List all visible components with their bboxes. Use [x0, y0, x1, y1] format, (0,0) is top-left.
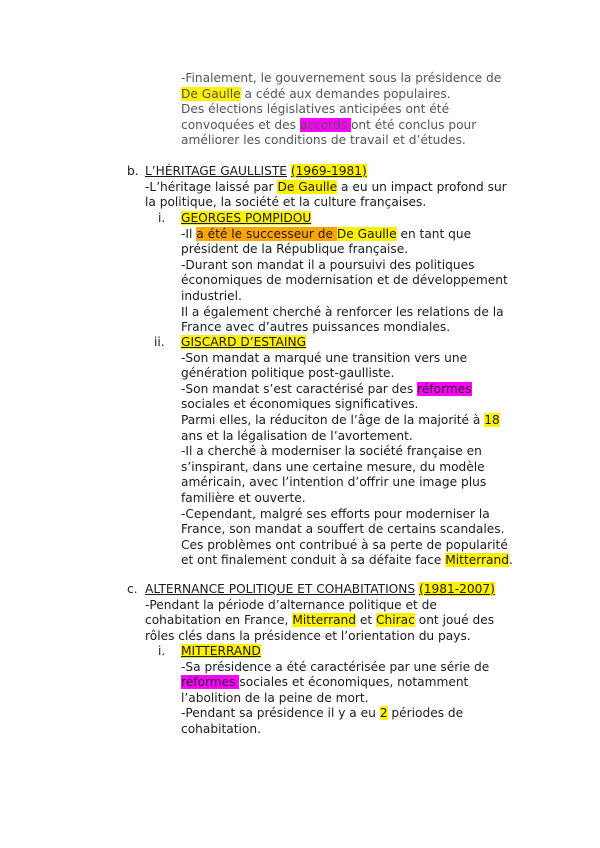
- section-b-ii-marker: ii.: [154, 335, 165, 349]
- giscard-line-14: [181, 553, 513, 569]
- intro-line-4: [181, 118, 501, 134]
- mitterrand-line-4-post: périodes de: [387, 706, 464, 721]
- pompidou-line-6: Il a également cherché à renforcer les relations de la: [181, 304, 504, 319]
- highlight-successeur: a été le successeur de: [196, 226, 337, 241]
- intro-line-5: améliorer les conditions de travail et d’études.: [181, 133, 466, 148]
- section-c-i: [181, 644, 489, 738]
- section-c-line-3: rôles clés dans la présidence et l’orientation du pays.: [145, 628, 471, 643]
- highlight-chirac: Chirac: [376, 613, 415, 628]
- section-c-title: ALTERNANCE POLITIQUE ET COHABITATIONS: [145, 582, 416, 596]
- section-b-ii-heading: [181, 335, 513, 351]
- intro-paragraph: [181, 71, 501, 149]
- giscard-line-3-pre: -Son mandat s’est caractérisé par des: [181, 381, 418, 396]
- section-c-line-2: [145, 613, 495, 629]
- intro-line-2-text: a cédé aux demandes populaires.: [240, 86, 451, 101]
- mitterrand-line-2: [181, 675, 489, 691]
- pompidou-line-2: président de la République française.: [181, 242, 409, 257]
- pompidou-line-1: [181, 227, 508, 243]
- mitterrand-line-4-pre: -Pendant sa présidence il y a eu: [181, 706, 380, 721]
- pompidou-line-1-pre: -Il: [181, 226, 197, 241]
- section-b-line-1-post: a eu un impact profond sur: [337, 179, 507, 194]
- intro-line-3: Des élections législatives anticipées ont été: [181, 102, 450, 117]
- giscard-line-8: s’inspirant, dans une certaine mesure, du modèle: [181, 459, 485, 474]
- giscard-line-1: -Son mandat a marqué une transition vers une: [181, 350, 468, 365]
- section-b-ii-title: GISCARD D’ESTAING: [181, 335, 307, 349]
- section-c: [145, 582, 495, 644]
- pompidou-line-3: -Durant son mandat il a poursuivi des politiques: [181, 257, 475, 272]
- section-b-i-title: GEORGES POMPIDOU: [181, 211, 312, 225]
- giscard-line-2: génération politique post-gaulliste.: [181, 366, 395, 381]
- pompidou-line-1-post: en tant que: [396, 226, 472, 241]
- section-c-marker: c.: [127, 582, 138, 596]
- pompidou-line-5: industriel.: [181, 288, 242, 303]
- section-b-line-1: [145, 180, 507, 196]
- highlight-accords: accords: [299, 117, 351, 132]
- mitterrand-line-4: [181, 706, 489, 722]
- giscard-line-12: France, son mandat a souffert de certains scandales.: [181, 522, 505, 537]
- highlight-de-gaulle: De Gaulle: [277, 179, 338, 194]
- section-b-dates: (1969-1981): [290, 164, 367, 178]
- pompidou-line-7: France avec d’autres puissances mondiales.: [181, 320, 451, 335]
- mitterrand-line-3: l’abolition de la peine de mort.: [181, 690, 369, 705]
- section-b-i: [181, 211, 508, 336]
- section-b-i-heading: [181, 211, 508, 227]
- giscard-line-14-pre: et ont finalement conduit à sa défaite face: [181, 553, 446, 568]
- highlight-de-gaulle: De Gaulle: [336, 226, 397, 241]
- section-b: [145, 164, 507, 211]
- section-b-heading: [145, 164, 507, 180]
- intro-line-1: -Finalement, le gouvernement sous la présidence de: [181, 71, 502, 85]
- giscard-line-6: ans et la légalisation de l’avortement.: [181, 428, 413, 443]
- section-b-ii: [181, 335, 513, 569]
- intro-line-2: [181, 87, 501, 103]
- giscard-line-5: [181, 413, 513, 429]
- highlight-18: 18: [484, 412, 500, 427]
- giscard-line-5-pre: Parmi elles, la réduciton de l’âge de la majorité à: [181, 412, 485, 427]
- section-c-i-title: MITTERRAND: [181, 644, 261, 658]
- section-c-i-marker: i.: [158, 644, 166, 658]
- giscard-line-14-post: .: [508, 553, 513, 568]
- giscard-line-10: familière et ouverte.: [181, 490, 306, 505]
- section-c-line-2-mid: et: [356, 613, 377, 628]
- section-c-i-heading: [181, 644, 489, 660]
- highlight-2: 2: [379, 706, 388, 721]
- giscard-line-13: Ces problèmes ont contribué à sa perte de popularité: [181, 537, 508, 552]
- highlight-reformes: réformes: [417, 381, 472, 396]
- section-c-heading: [145, 582, 495, 598]
- section-b-marker: b.: [127, 164, 139, 178]
- intro-line-4-post: ont été conclus pour: [350, 117, 477, 132]
- highlight-mitterrand: Mitterrand: [445, 553, 509, 568]
- giscard-line-7: -Il a cherché à moderniser la société française en: [181, 444, 482, 459]
- pompidou-line-4: économiques de modernisation et de développement: [181, 273, 508, 288]
- section-c-line-1: -Pendant la période d’alternance politique et de: [145, 597, 437, 612]
- mitterrand-line-1: -Sa présidence a été caractérisée par une série de: [181, 659, 490, 674]
- section-c-dates: (1981-2007): [419, 582, 495, 596]
- mitterrand-line-2-post: sociales et économiques, notamment: [239, 675, 469, 690]
- giscard-line-4: sociales et économiques significatives.: [181, 397, 419, 412]
- giscard-line-3: [181, 382, 513, 398]
- highlight-mitterrand: Mitterrand: [292, 613, 357, 628]
- section-b-title: L’HÉRITAGE GAULLISTE: [145, 164, 287, 178]
- section-b-line-1-pre: -L’héritage laissé par: [145, 179, 278, 194]
- mitterrand-line-5: cohabitation.: [181, 721, 261, 736]
- intro-line-4-pre: convoquées et des: [181, 117, 300, 132]
- highlight-de-gaulle: De Gaulle: [181, 86, 241, 101]
- section-b-line-2: la politique, la société et la culture françaises.: [145, 195, 427, 210]
- highlight-reformes: réformes: [181, 675, 240, 690]
- section-c-line-2-post: ont joué des: [414, 613, 495, 628]
- section-b-i-marker: i.: [158, 211, 166, 225]
- giscard-line-11: -Cependant, malgré ses efforts pour moderniser la: [181, 506, 490, 521]
- section-c-line-2-pre: cohabitation en France,: [145, 613, 293, 628]
- giscard-line-9: américain, avec l’intention d’offrir une image plus: [181, 475, 487, 490]
